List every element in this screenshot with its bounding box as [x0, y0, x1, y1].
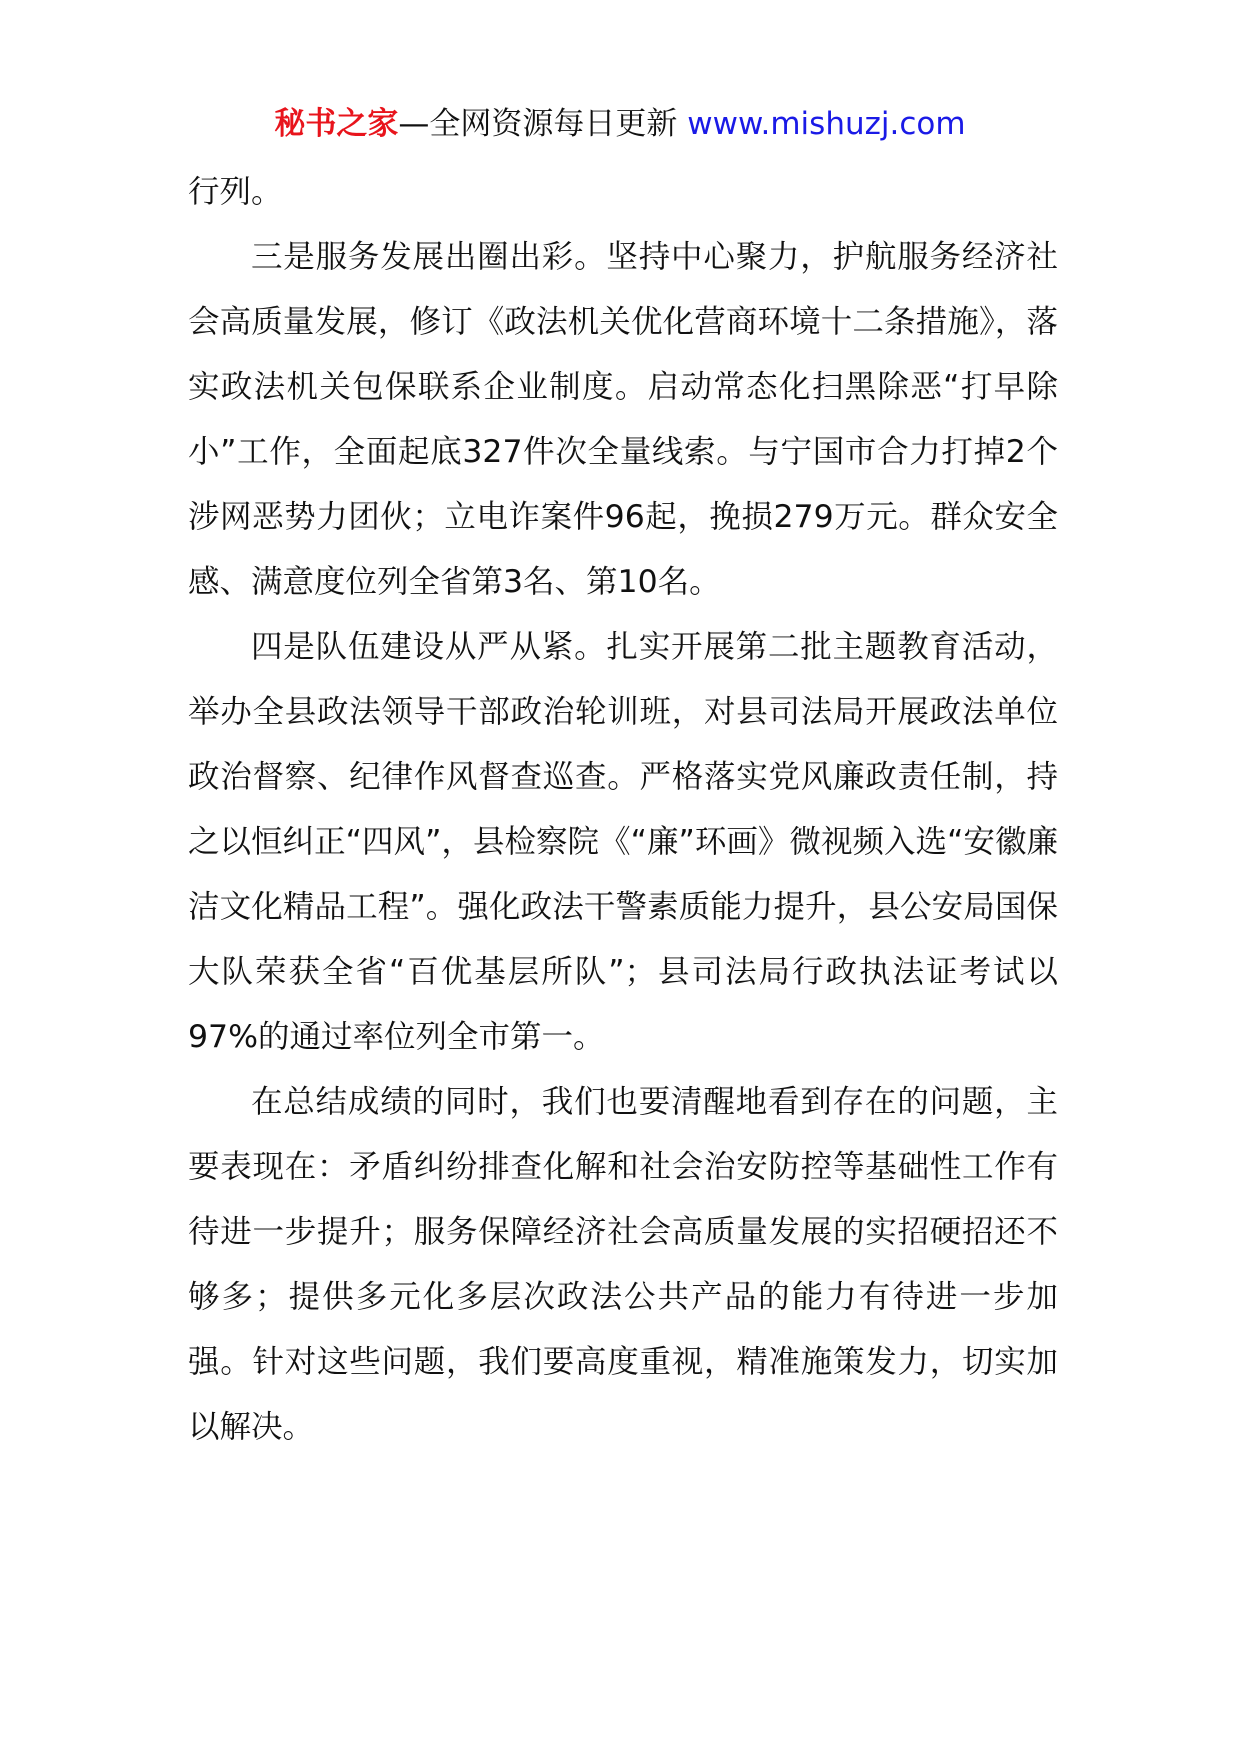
site-url-link[interactable]: www.mishuzj.com — [687, 106, 966, 142]
paragraph-service-development: 三是服务发展出圈出彩。坚持中心聚力，护航服务经济社会高质量发展，修订《政法机关优化营商环境十二条措施》，落实政法机关包保联系企业制度。启动常态化扫黑除恶“打早除小”工作，全面起底327件次全量线索。与宁国市合力打掉2个涉网恶势力团伙；立电诈案件96起，挽损279万元。群众安全感、满意度位列全省第3名、第10名。 — [188, 239, 1058, 600]
paragraph-continuation: 行列。 — [188, 174, 283, 210]
site-brand: 秘书之家 — [274, 106, 399, 142]
paragraph-team-building: 四是队伍建设从严从紧。扎实开展第二批主题教育活动，举办全县政法领导干部政治轮训班，对县司法局开展政法单位政治督察、纪律作风督查巡查。严格落实党风廉政责任制，持之以恒纠正“四风”，县检察院《“廉”环画》微视频入选“安徽廉洁文化精品工程”。强化政法干警素质能力提升，县公安局国保大队荣获全省“百优基层所队”；县司法局行政执法证考试以97%的通过率位列全市第一。 — [188, 629, 1058, 1055]
document-body — [188, 160, 1058, 1460]
site-header — [0, 104, 1240, 144]
paragraph-problems: 在总结成绩的同时，我们也要清醒地看到存在的问题，主要表现在：矛盾纠纷排查化解和社会治安防控等基础性工作有待进一步提升；服务保障经济社会高质量发展的实招硬招还不够多；提供多元化多层次政法公共产品的能力有待进一步加强。针对这些问题，我们要高度重视，精准施策发力，切实加以解决。 — [188, 1084, 1058, 1445]
site-tagline: —全网资源每日更新 — [398, 106, 688, 142]
